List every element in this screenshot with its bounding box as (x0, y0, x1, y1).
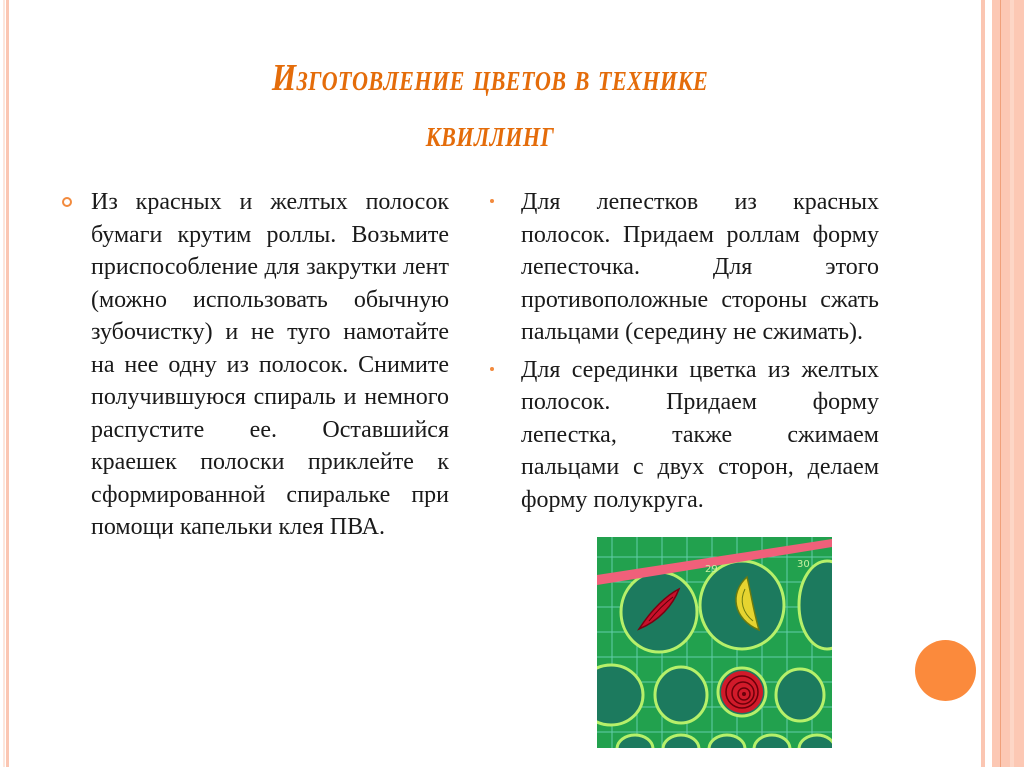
slide-title-line1: Изготовление цветов в технике (271, 57, 709, 99)
left-bullet-item (91, 186, 449, 544)
orange-circle-icon (915, 640, 976, 701)
right-bullet-text-2: Для серединки цветка из желтых полосок. Придаем форму лепестка, также сжимаем пальцами с двух сторон, делаем форму полукруга. (521, 356, 879, 513)
dot-bullet-icon (490, 199, 494, 203)
slide-title-line2: квиллинг (425, 113, 555, 155)
dot-bullet-icon (490, 367, 494, 371)
right-text-column (521, 186, 879, 516)
slide-title (187, 50, 794, 162)
ruler-number-30: 30 (797, 559, 810, 570)
ruler-number-29: 29 (705, 564, 718, 575)
right-border-band (992, 0, 1024, 767)
left-text-column (91, 186, 449, 544)
right-border-band-light (1010, 0, 1014, 767)
right-bullet-item-1 (521, 186, 879, 349)
right-bullet-text-1: Для лепестков из красных полосок. Придаем роллам форму лепесточка. Для этого противоположные стороны сжать пальцами (середину не сжимать). (521, 189, 879, 345)
left-border-stripe (6, 0, 9, 767)
right-border-line (1000, 0, 1001, 767)
left-border-stripe-faint (3, 0, 5, 767)
right-bullet-item-2 (521, 354, 879, 517)
right-border-stripe (981, 0, 985, 767)
quilling-photo (597, 537, 832, 748)
hollow-circle-bullet-icon (62, 197, 72, 207)
left-bullet-text: Из красных и желтых полосок бумаги крутим роллы. Возьмите приспособление для закрутки лент (можно использовать обычную зубочистку) и не туго намотайте на нее одну из полосок. Снимите получившуюся спираль и немного распустите ее. Оставшийся краешек полоски приклейте к сформированной спиральке при помощи капельки клея ПВА. (91, 189, 449, 540)
